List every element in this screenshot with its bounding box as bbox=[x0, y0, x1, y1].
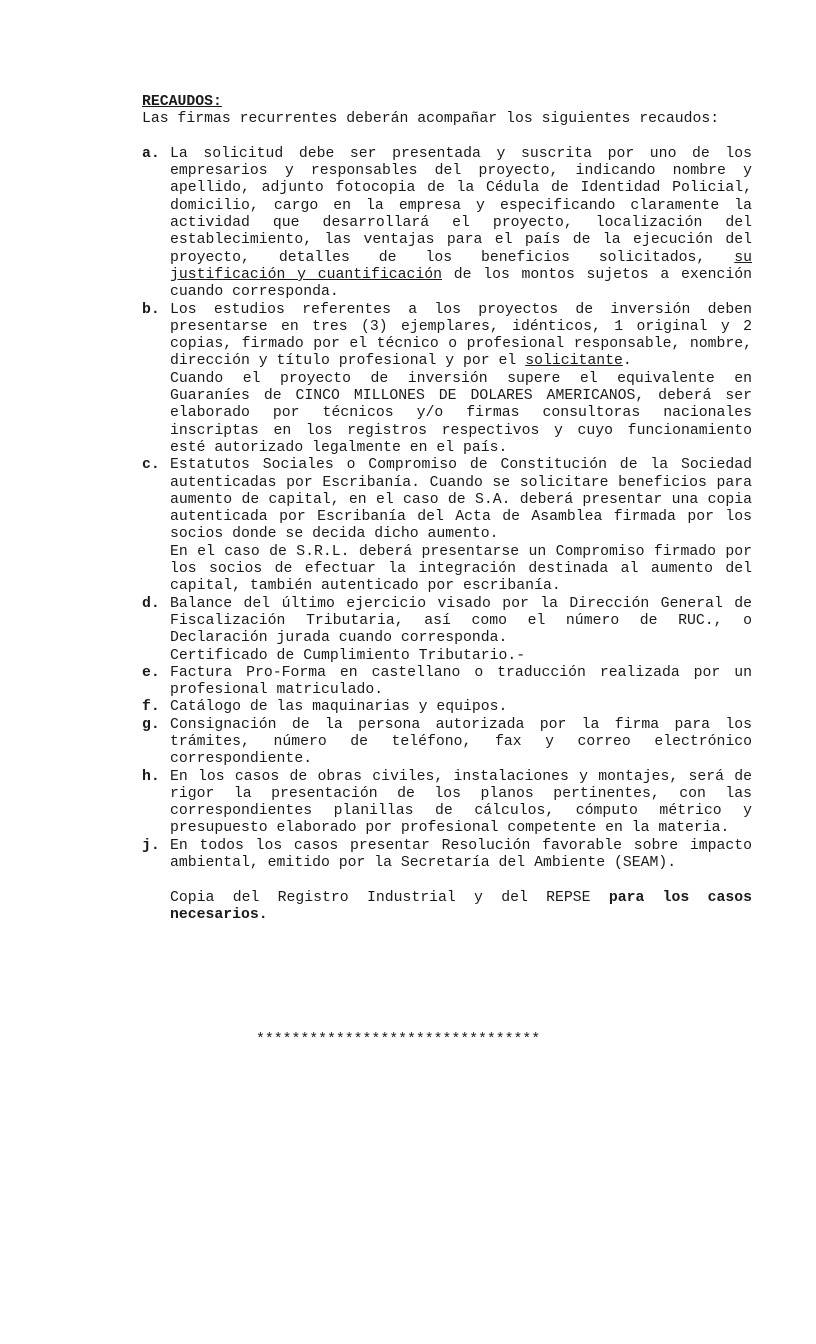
requirements-list bbox=[142, 146, 752, 872]
item-text: Catálogo de las maquinarias y equipos. bbox=[170, 699, 508, 716]
list-item-f bbox=[142, 699, 752, 716]
list-item-a bbox=[142, 146, 752, 302]
item-extra-text: En el caso de S.R.L. deberá presentarse un Compromiso firmado por los socios de efectuar la integración destinada al aumento del capital, también autenticado por escribanía. bbox=[170, 543, 752, 595]
underlined-word: solicitante bbox=[525, 353, 623, 370]
item-text: Consignación de la persona autorizada por la firma para los trámites, número de teléfono, fax y correo electrónico correspondiente. bbox=[170, 716, 752, 768]
item-text: En los casos de obras civiles, instalaciones y montajes, será de rigor la presentación de los planos pertinentes, con las correspondientes planillas de cálculos, cómputo métrico y presupuesto elaborado por profesional competente en la materia. bbox=[170, 768, 752, 837]
list-item-g bbox=[142, 717, 752, 769]
item-marker: a. bbox=[142, 145, 160, 162]
item-marker: g. bbox=[142, 716, 160, 733]
item-text: Estatutos Sociales o Compromiso de Constitución de la Sociedad autenticadas por Escribanía. Cuando se solicitare beneficios para aumento de capital, en el caso de S.A. deberá presentar una copia autenticada por Escribanía del Acta de Asamblea firmada por los socios donde se decida dicho aumento. bbox=[170, 457, 752, 543]
item-marker: b. bbox=[142, 301, 160, 318]
item-extra-text: Cuando el proyecto de inversión supere el equivalente en Guaraníes de CINCO MILLONES DE DOLARES AMERICANOS, deberá ser elaborado por técnicos y/o firmas consultoras nacionales inscriptas en los registros respectivos y cuyo funcionamiento esté autorizado legalmente en el país. bbox=[170, 370, 752, 456]
bold-phrase: para los casos necesarios. bbox=[170, 889, 752, 923]
separator-asterisks: ******************************** bbox=[256, 1032, 541, 1048]
item-marker: j. bbox=[142, 837, 160, 854]
item-text: Los estudios referentes a los proyectos de inversión deben presentarse en tres (3) ejemplares, idénticos, 1 original y 2 copias, firmado por el técnico o profesional responsable, nombre, dirección y título profesional y por el solicitante. bbox=[170, 301, 752, 370]
list-item-d bbox=[142, 596, 752, 665]
item-text: En todos los casos presentar Resolución favorable sobre impacto ambiental, emitido por la Secretaría del Ambiente (SEAM). bbox=[170, 837, 752, 872]
list-item-j bbox=[142, 838, 752, 873]
list-item-b bbox=[142, 302, 752, 458]
item-extra-text: Certificado de Cumplimiento Tributario.- bbox=[170, 647, 526, 664]
section-title: RECAUDOS: bbox=[142, 94, 222, 110]
item-marker: f. bbox=[142, 699, 160, 716]
list-item-e bbox=[142, 665, 752, 700]
list-item-c bbox=[142, 457, 752, 595]
underlined-phrase: su justificación y cuantificación bbox=[170, 249, 752, 283]
item-marker: h. bbox=[142, 768, 160, 785]
list-item-h bbox=[142, 769, 752, 838]
item-text: Factura Pro-Forma en castellano o traducción realizada por un profesional matriculado. bbox=[170, 664, 752, 699]
item-marker: c. bbox=[142, 457, 160, 474]
item-text: Balance del último ejercicio visado por la Dirección General de Fiscalización Tributaria, así como el número de RUC., o Declaración jurada cuando corresponda. bbox=[170, 595, 752, 647]
closing-note: Copia del Registro Industrial y del REPSE para los casos necesarios. bbox=[170, 889, 752, 923]
item-text: La solicitud debe ser presentada y suscrita por uno de los empresarios y responsables del proyecto, indicando nombre y apellido, adjunto fotocopia de la Cédula de Identidad Policial, domicilio, cargo en la empresa y especificando claramente la actividad que desarrollará el proyecto, localización del establecimiento, las ventajas para el país de la ejecución del proyecto, detalles de los beneficios solicitados, su justificación y cuantificación de los montos sujetos a exención cuando corresponda. bbox=[170, 145, 753, 301]
item-marker: d. bbox=[142, 595, 160, 612]
document-page bbox=[142, 94, 752, 924]
item-marker: e. bbox=[142, 664, 160, 681]
intro-paragraph: Las firmas recurrentes deberán acompañar los siguientes recaudos: bbox=[142, 111, 720, 128]
